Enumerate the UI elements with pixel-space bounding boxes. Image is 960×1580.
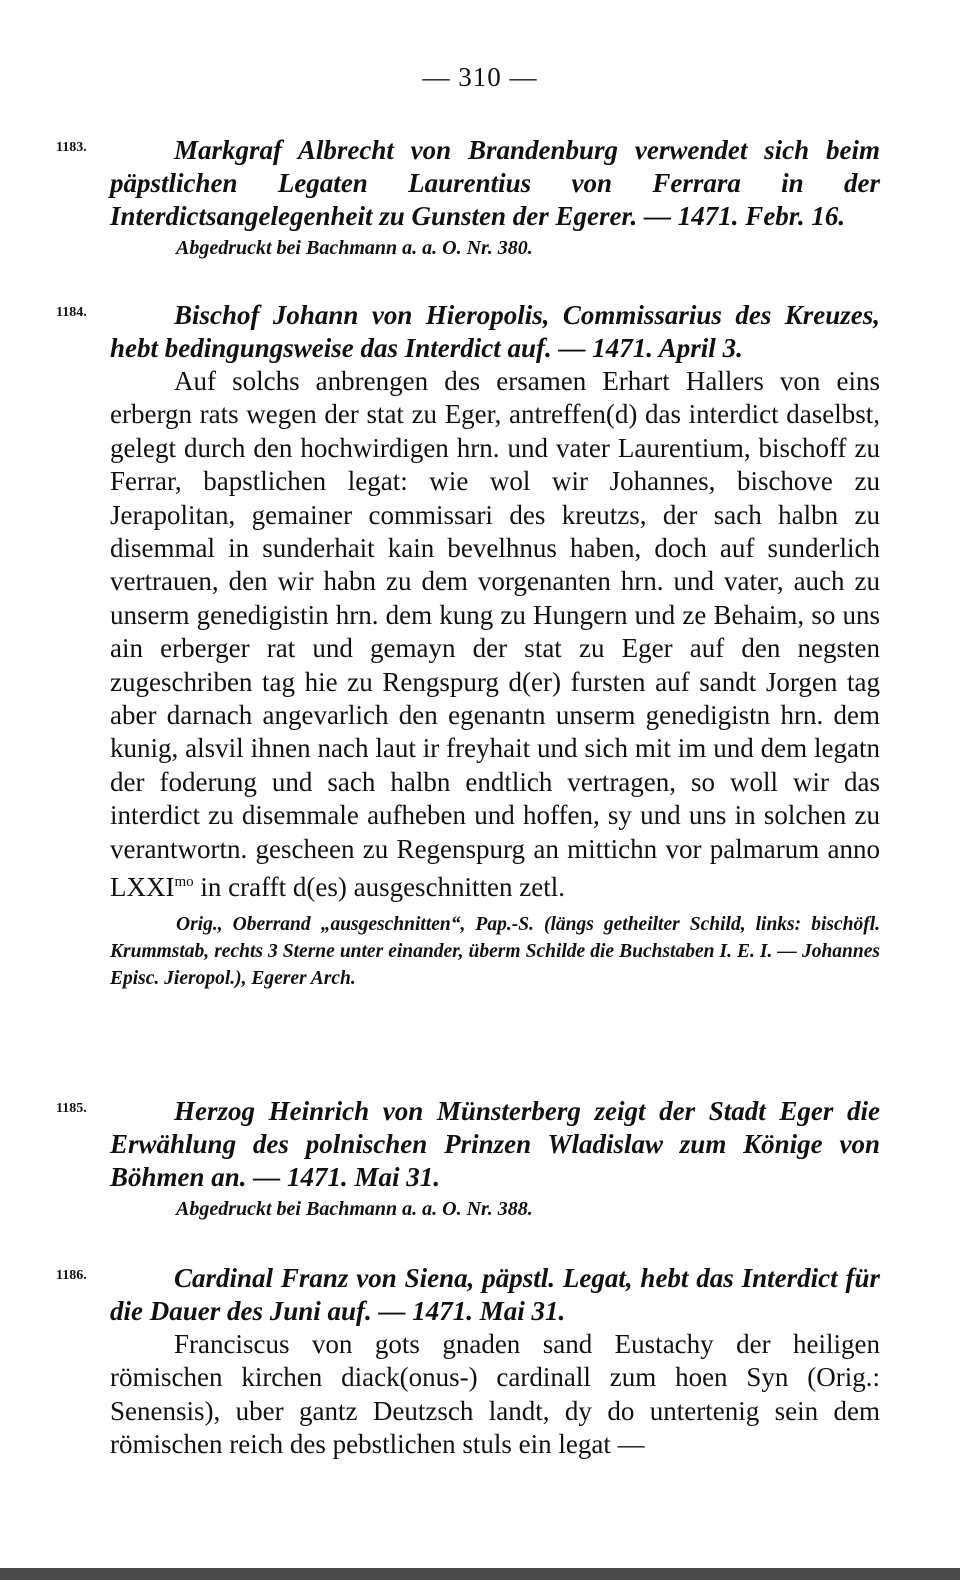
entry-title: Bischof Johann von Hieropolis, Commissarius des Kreuzes, hebt bedingungsweise das Interdict auf. — 1471. April 3. bbox=[110, 300, 880, 363]
page-number: — 310 — bbox=[422, 62, 538, 92]
entry-title: Markgraf Albrecht von Brandenburg verwendet sich beim päpstlichen Legaten Laurentius von Ferrara in der Interdictsangelegenheit zu Gunsten der Egerer. — 1471. Febr. 16. bbox=[110, 135, 880, 231]
entry-body bbox=[110, 1262, 880, 1462]
bottom-border bbox=[0, 1568, 960, 1580]
entry-body bbox=[110, 299, 880, 992]
entry-note: Abgedruckt bei Bachmann a. a. O. Nr. 388. bbox=[176, 1198, 533, 1220]
entry-body bbox=[110, 1095, 880, 1222]
entry-body bbox=[110, 134, 880, 261]
document-text: Franciscus von gots gnaden sand Eustachy der heiligen römischen kirchen diack(onus-) cardinall zum hoen Syn (Orig.: Senensis), uber gantz Deutzsch landt, dy do untertenig sein dem römischen reich des pebstlichen stuls ein legat — bbox=[110, 1329, 880, 1460]
entry-note: Orig., Oberrand „ausgeschnitten“, Pap.-S. (längs getheilter Schild, links: bischöfl. Krummstab, rechts 3 Sterne unter einander, überm Schilde die Buchstaben I. E. I. — Johannes Episc. Jieropol.), Egerer Arch. bbox=[110, 913, 880, 989]
entry-number: 1184. bbox=[56, 305, 87, 320]
entry-title: Herzog Heinrich von Münsterberg zeigt der Stadt Eger die Erwählung des polnischen Prinzen Wladislaw zum Könige von Böhmen an. — 1471. Mai 31. bbox=[110, 1096, 880, 1192]
text-part: Auf solchs anbrengen des ersamen Erhart Hallers von eins erbergn rats wegen der stat zu Eger, antreffen(d) das interdict daselbst, gelegt durch den hochwirdigen hrn. und vater Laurentium, bischoff zu Ferrar, bapstlichen legat: wie wol wir Johannes, bischove zu Jerapolitan, gemainer commissari des kreutzs, der sach halbn zu disemmal in sunderhait kain bevelhnus haben, doch auf sunderlich vertrauen, den wir habn zu dem vorgenanten hrn. und vater, auch zu unserm genedigistin hrn. dem kung zu Hungern und ze Behaim, so uns ain erberger rat und gemayn der stat zu Eger auf den negsten zugeschriben tag hie zu Rengspurg d(er) fursten auf sandt Jorgen tag aber darnach angevarlich den egenantn unserm genedigistn hrn. dem kunig, alsvil ihnen nach laut ir freyhait und sich mit im und dem legatn der foderung und sach halbn endtlich vertragen, so woll wir das interdict zu disemmale aufheben und hoffen, sy und uns in solchen zu verantwortn. gescheen zu Regenspurg an mittichn vor palmarum anno LXXI bbox=[110, 366, 880, 903]
entry-1186 bbox=[56, 1262, 886, 1462]
superscript: mo bbox=[174, 874, 194, 891]
text-part: in crafft d(es) ausgeschnitten zetl. bbox=[193, 872, 566, 903]
document-text bbox=[110, 365, 880, 905]
entry-title: Cardinal Franz von Siena, päpstl. Legat, hebt das Interdict für die Dauer des Juni auf. — 1471. Mai 31. bbox=[110, 1263, 880, 1326]
entry-number: 1185. bbox=[56, 1101, 87, 1116]
entry-1184 bbox=[56, 299, 886, 992]
entry-number: 1183. bbox=[56, 140, 87, 155]
entry-number: 1186. bbox=[56, 1268, 87, 1283]
entry-1183 bbox=[56, 134, 886, 261]
entry-1185 bbox=[56, 1095, 886, 1222]
entry-note: Abgedruckt bei Bachmann a. a. O. Nr. 380. bbox=[176, 237, 533, 259]
